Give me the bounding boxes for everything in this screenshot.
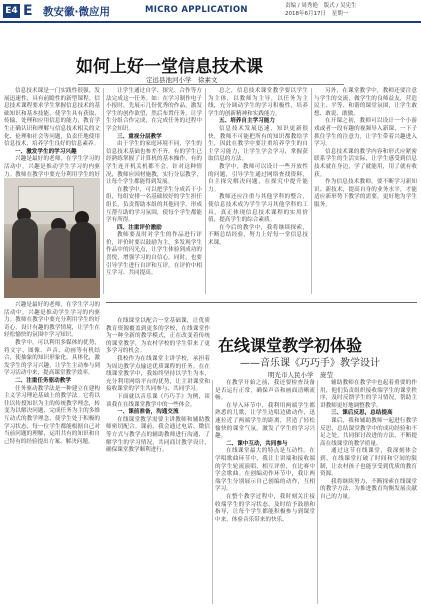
body-paragraph: 在线课堂以配合一堂基础课，让优质教育资源覆盖到更多的学校，在线课堂作为一种全新的教学模式，正在改变着传统的课堂教学，为农村学校的学生带来了更多学习的机会。 [106,318,210,355]
body-paragraph: 在导入环节中，我利用两端学生都熟悉的儿歌，让学生边唱边做动作，迅速拉近了两端学生的距离，营造了轻松愉快的课堂气氛，激发了学生的学习兴趣。 [215,402,315,440]
section-subheading: 五、培养自主学习能力 [219,118,275,125]
body-paragraph: 让学生通过自学、探究、合作等方法完成这一任务。如：在学习制作电子小报时，先展示几份优秀的作品，激发学生的创作欲望，然后布置任务，让学生分组合作完成，在完成任务的过程中学会知识。 [106,88,202,132]
design-credit: 版式 / 吴宪生 [323,3,357,9]
body-paragraph: 由于学生的家庭环境不同，学生的信息技术基础也参差不齐。有的学生已经熟练掌握了计算机的基本操作，有的学生连开机关机都不会。针对这种情况，教师应因材施教，实行分层教学，让每个学生都能得到发展。 [106,141,202,186]
body-paragraph: 我校作为在线课堂主讲学校，承担着为周边教学点输送优质课程的任务。在在线课堂教学中，我始终坚持以学生为本，充分利用网络平台的优势，让主讲课堂和接收课堂的学生共同参与、共同学习。 [106,355,210,393]
classroom-photo [4,178,100,298]
section-subheading: 四、注重评价激励 [117,224,162,231]
issue-meta [285,2,415,18]
section-subheading: 一、激发学生的学习兴趣 [15,148,77,155]
article2-headline: 在线课堂教学初体验 [218,336,363,355]
body-paragraph: 另外，在课堂教学中，教师还要注意与学生的交流，做学生的良师益友，营造民主、平等、和谐的课堂氛围，让学生敢想、敢说、敢做。 [314,88,417,117]
article2-column-c [320,380,417,604]
body-paragraph: 在线课堂教学需要主讲教师和辅助教师密切配合。课前，我会通过电话、微信等方式与教学点的辅助教师进行沟通，了解学生的学习情况，共同商讨教学设计，确保课堂教学顺利进行。 [106,416,210,454]
article1-title-rule [78,84,344,85]
body-paragraph: 在教学中，可以把学生分成若干小组，每组安排一名基础较好的学生担任组长，负责帮助本组的其他同学，形成互帮互助的学习氛围，使每个学生都能学有所得。 [106,186,202,224]
section-title: 教安徽·微应用 [43,6,110,18]
issue-weekday: 星期一 [331,11,349,17]
body-paragraph: 在整个教学过程中，我时刻关注接收端学生的学习状态，及时给予鼓励和指导，让每个学生都能积极参与到课堂中来，体验音乐带来的快乐。 [215,493,315,523]
body-paragraph: 教学中，可以利用多媒体的优势，将文字、图像、声音、动画等有机结合，使抽象的知识形象化、具体化，激发学生的学习兴趣，让学生主动参与到学习活动中来，提高课堂教学效率。 [4,339,100,377]
body-paragraph: 我将继续努力，不断探索在线课堂的教学方法，为推进教育均衡发展贡献自己的力量。 [320,478,417,500]
body-paragraph: 信息技术课是一门实践性很强、发展迅速性、具有前瞻性的新型课程。信息技术课程要求学生掌握信息技术的基础知识和基本技能，使学生具有获取、传输、处理和应用信息的能力，教育学生正确认识和理解与信息技术相关的文化、伦理和社会等问题，负责任地使用信息技术，培养学生良好的信息素养。 [4,88,100,148]
article-divider [106,302,417,303]
body-paragraph: 在教学开始之前，我还要检查设备是否运行正常，确保声音和画面清晰流畅。 [215,380,315,402]
column-divider [212,380,213,604]
body-paragraph: 信息技术发展迅速，知识更新很快，教师不可能把所有的知识都教给学生，因此在教学中要注重培养学生的自主学习能力，让学生学会学习，掌握获取信息的方法。 [208,125,308,163]
body-paragraph: 教师还应注重与其他学科的整合，使信息技术成为学生学习其他学科的工具，真正体现信息技术课程的实用价值，提高学生的综合素质。 [208,194,308,224]
article1-headline: 如何上好一堂信息技术课 [76,57,263,77]
page-code-badge: E4 [3,4,20,18]
body-paragraph: 教学中，教师可以设计一些开放性的问题，引导学生通过网络查找资料，自主探究解决问题，在探究中提升能力。 [208,163,308,193]
article2-byline: 明光市人民小学 庞莹 [268,371,333,379]
body-paragraph: 兴趣是最好的老师，在学生学习的活动中，兴趣是推动学生学习的内驱力。教师在教学中要充分利用学生的好奇心，设计有趣的教学情境，让学生在轻松愉快的氛围中学习知识。 [4,302,100,339]
article1-column-4 [314,88,417,298]
column-divider [103,88,104,294]
body-paragraph: 兴趣是最好的老师，在学生学习的活动中，兴趣是推动学生学习的内驱力。教师在教学中要充分利用学生的好 [4,156,100,178]
body-paragraph: 任务驱动教学法是一种建立在建构主义学习理论基础上的教学法。它将以往以传授知识为主的传统教学理念，转变为以解决问题、完成任务为主的多维互动式的教学理念，使学生处于积极的学习状态，每一位学生都能根据自己对当前问题的理解，运用共有的知识和自己特有的经验提出方案、解决问题。 [4,385,100,445]
section-subheading: 三、课后反思，总结提高 [331,410,393,417]
body-paragraph: 通过这节在线课堂，我深刻体会到，在线课堂打破了时间和空间的限制，让农村孩子也能享受到优质的教育资源。 [320,448,417,478]
masthead [0,0,421,22]
section-subheading: 三、重视分层教学 [117,133,162,140]
section-subheading: 二、课中互动，共同参与 [226,440,288,447]
edu-logo-mark: E [23,3,33,19]
body-paragraph: 作为信息技术教师，要不断学习新知识、新技术，提高自身的业务水平，才能适应新形势下教学的需要，更好地为学生服务。 [314,179,417,208]
column-divider [311,88,312,294]
section-subheading: 一、课前准备，沟通交流 [117,409,179,416]
column-divider [317,380,318,604]
article1-column-3 [208,88,308,298]
body-paragraph: 辅助教师在教学中也起着重要的作用，他们负责组织接收端学生的课堂秩序，及时反馈学生的学习情况，帮助主讲教师更好地调整教学。 [320,380,417,409]
body-paragraph: 课后，我和辅助教师一起进行教学反思，总结课堂教学中的成功经验和不足之处，共同探讨改进的方法，不断提高在线课堂的教学质量。 [320,417,417,447]
body-paragraph: 信息技术课的教学内容和形式应紧密联系学生的生活实际，让学生感受到信息技术就在身边，学了就能用，用了就有收获。 [314,148,417,178]
body-paragraph: 在今后的教学中，我将继续探索，不断总结经验，努力上好每一堂信息技术课。 [208,224,308,246]
column-divider [205,88,206,294]
article1-byline: 定远县池河小学 徐素文 [146,76,218,84]
body-paragraph: 在开课之初，教师可以设计一个小游戏或者一段有趣的视频导入新课，一下子抓住学生的注意力，让学生带着兴趣进入学习。 [314,118,417,148]
article1-column-2 [106,88,202,298]
section-title-en: MICRO APPLICATION [145,5,248,15]
article1-column-1 [4,88,100,178]
editor-credit: 责编 / 周秀艳 [285,3,318,9]
masthead-rule [0,21,421,23]
article2-column-b [215,380,315,604]
body-paragraph: 总之，信息技术课堂教学要以学生为主体，以教师为主导，以任务为主线，充分调动学生的学习积极性，培养学生的创新精神和实践能力。 [208,88,308,117]
body-paragraph: 教师要及时对学生的作品进行评价，评价时要以鼓励为主，多发现学生作品中的闪光点，让学生体验到成功的喜悦，增强学习的自信心。同时，也要引导学生进行自评和互评，在评价中相互学习、共同提高。 [106,232,202,277]
section-subheading: 二、注重任务驱动教学 [15,377,71,384]
article2-column-a [106,318,210,604]
issue-date: 2018年6月17日 [285,11,326,17]
article2-subheadline: ——音乐课《巧巧手》教学设计 [240,358,380,369]
body-paragraph: 在线课堂最大的特点是互动性。在学唱歌曲环节中，我让主讲端和接收端的学生轮流演唱，相互评价，在比赛中学会歌曲。在创编动作环节中，我让两端学生分别展示自己创编的动作，互相学习。 [215,448,315,493]
body-paragraph: 下面就以音乐课《巧巧手》为例，谈谈我在在线课堂教学中的一些体会。 [106,393,210,408]
article1-column-1-continued [4,302,100,604]
